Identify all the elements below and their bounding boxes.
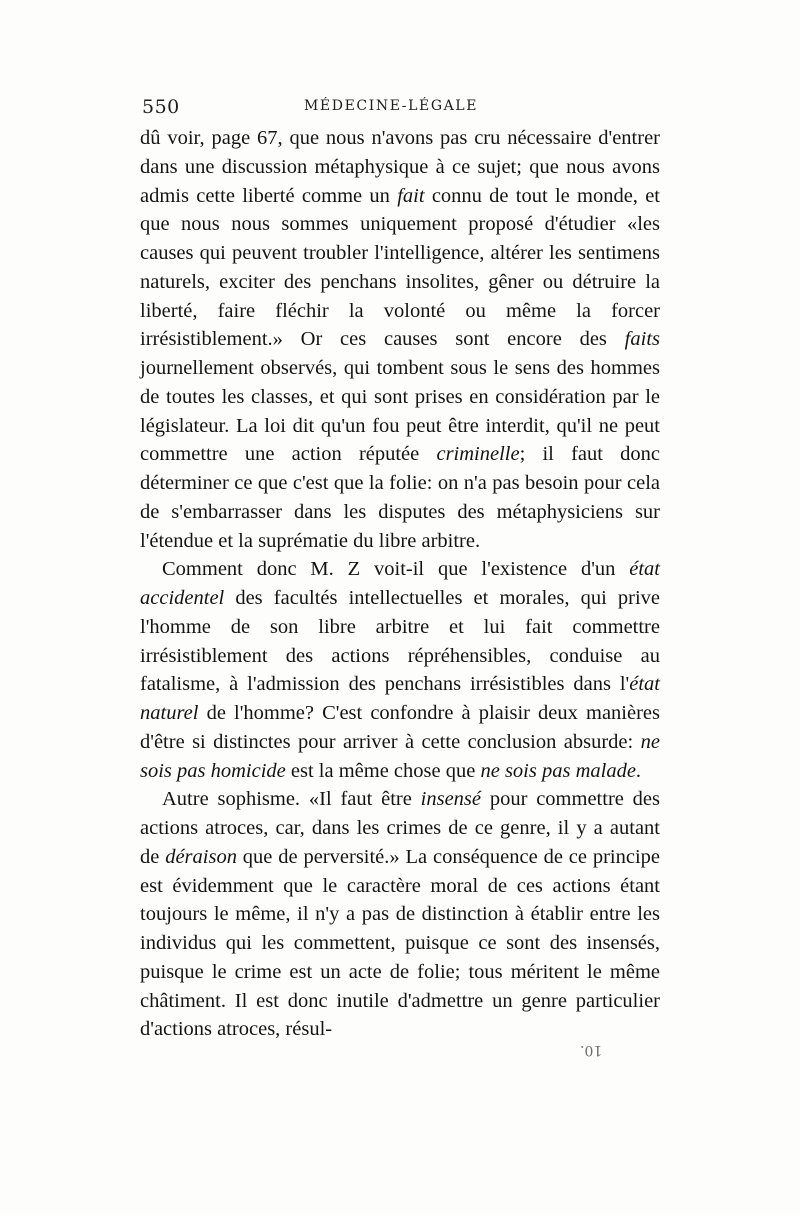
italic-text: faits xyxy=(624,328,660,351)
text-run: dû voir, page 67, que nous n'avons pas cru nécessaire d'entrer dans une discussion métaphysique à ce sujet; que nous avons admis cette liberté comme un xyxy=(140,127,660,207)
italic-text: fait xyxy=(397,184,425,207)
italic-text: criminelle xyxy=(436,443,520,466)
paragraph xyxy=(140,555,660,785)
text-run: est la même chose que xyxy=(285,759,481,782)
text-run: connu de tout le monde, et que nous nous sommes uniquement proposé d'étudier «les causes qui peuvent troubler l'intelligence, altérer les sentimens naturels, exciter des penchans insolites, gêner ou détruire la liberté, faire fléchir la volonté ou même la forcer irrésistiblement.» Or ces causes sont encore des xyxy=(140,184,660,351)
bleed-through-mark: 10. xyxy=(580,1042,603,1058)
text-run: que de perversité.» La conséquence de ce principe est évidemment que le caractère moral de ces actions étant toujours le même, il n'y a pas de distinction à établir entre les individus qui les commettent, puisque ce sont des insensés, puisque le crime est un acte de folie; tous méritent le même châtiment. Il est donc inutile d'admettre un genre particulier d'actions atroces, résul- xyxy=(140,845,660,1041)
italic-text: ne sois pas homicide xyxy=(140,730,660,782)
italic-text: insensé xyxy=(420,788,482,811)
paragraph xyxy=(140,785,660,1044)
italic-text: état naturel xyxy=(140,673,660,724)
italic-text: état accidentel xyxy=(140,558,660,609)
text-run: pour commettre des actions atroces, car, dans les crimes de ce genre, il y a autant de xyxy=(140,788,661,868)
body-text xyxy=(140,124,660,1044)
text-run: de l'homme? C'est confondre à plaisir deux manières d'être si distinctes pour arriver à cette conclusion absurde: xyxy=(140,702,660,753)
text-run: journellement observés, qui tombent sous le sens des hommes de toutes les classes, et qui sont prises en considération par le législateur. La loi dit qu'un fou peut être interdit, qu'il ne peut commettre une action réputée xyxy=(140,357,660,466)
page-header xyxy=(142,96,662,120)
text-run: . xyxy=(635,759,642,782)
text-run: Autre sophisme. «Il faut être xyxy=(162,788,421,811)
text-run: Comment donc M. Z voit-il que l'existence d'un xyxy=(162,558,630,581)
page-number: 550 xyxy=(142,96,180,118)
italic-text: déraison xyxy=(165,845,237,868)
paragraph xyxy=(140,124,660,555)
text-run: ; il faut donc déterminer ce que c'est que la folie: on n'a pas besoin pour cela de s'embarrasser dans les disputes des métaphysiciens sur l'étendue et la suprématie du libre arbitre. xyxy=(140,443,660,552)
text-run: des facultés intellectuelles et morales, qui prive l'homme de son libre arbitre et lui fait commettre irrésistiblement des actions répréhensibles, conduise au fatalisme, à l'admission des penchans irrésistibles dans l' xyxy=(140,587,660,696)
running-title: MÉDECINE-LÉGALE xyxy=(304,98,479,114)
italic-text: ne sois pas malade xyxy=(480,759,636,782)
